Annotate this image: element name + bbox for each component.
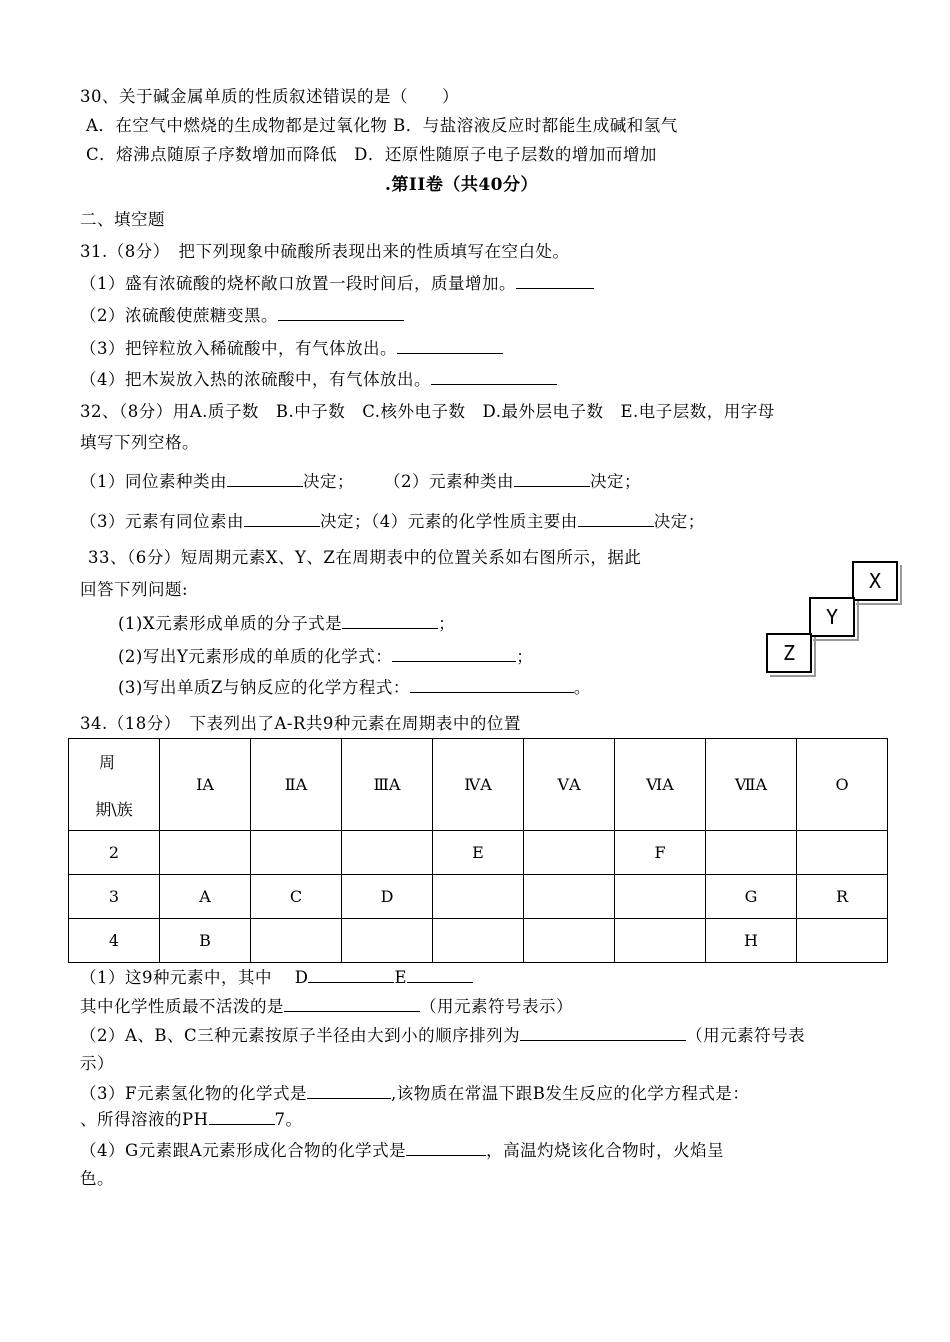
q34-part4-text: （4）G元素跟A元素形成化合物的化学式是 (80, 1141, 407, 1160)
answer-blank[interactable] (392, 647, 516, 662)
group-header: ⅥA (615, 739, 706, 831)
table-cell (797, 919, 888, 963)
q34-part3-seven: 7。 (274, 1110, 303, 1129)
group-header: ⅤA (524, 739, 615, 831)
q32-stem-line2: 填写下列空格。 (80, 433, 199, 452)
q32-row-1 (80, 472, 641, 492)
table-cell: E (433, 831, 524, 875)
q33-item-3-text: (3)写出单质Z与钠反应的化学方程式： (118, 678, 410, 697)
q33-semicolon: ； (516, 647, 534, 666)
header-top: 周 (99, 752, 116, 772)
answer-blank[interactable] (516, 274, 594, 289)
q33-stem-line2: 回答下列问题: (80, 580, 189, 599)
period-cell: 3 (69, 875, 160, 919)
q31-item-2 (80, 306, 404, 326)
table-cell (706, 831, 797, 875)
table-cell: R (797, 875, 888, 919)
q32-item-1: （1）同位素种类由 (80, 472, 227, 491)
answer-blank[interactable] (308, 968, 394, 983)
table-row (69, 919, 888, 963)
answer-blank[interactable] (244, 512, 320, 527)
q34-part3 (80, 1084, 749, 1104)
table-cell (524, 875, 615, 919)
q30-stem: 30、关于碱金属单质的性质叙述错误的是（ ） (80, 87, 459, 106)
q31-item-4 (80, 370, 557, 390)
q34-part1-line2 (80, 997, 573, 1017)
header-period-group (69, 739, 160, 831)
answer-blank[interactable] (209, 1110, 275, 1125)
answer-blank[interactable] (342, 614, 438, 629)
q30-options-ab: A．在空气中燃烧的生成物都是过氧化物 B．与盐溶液反应时都能生成碱和氢气 (86, 116, 678, 135)
table-cell (615, 875, 706, 919)
period-cell: 4 (69, 919, 160, 963)
table-row (69, 831, 888, 875)
table-cell: H (706, 919, 797, 963)
table-cell: B (160, 919, 251, 963)
q34-part3-line2 (80, 1110, 303, 1130)
q32-stem-line1: 32、（8分）用A.质子数 B.中子数 C.核外电子数 D.最外层电子数 E.电子层数，用字母 (80, 402, 775, 421)
q33-item-3 (118, 678, 591, 698)
header-bottom: 期\族 (95, 799, 133, 819)
q34-part1-tail: （用元素符号表示） (420, 997, 573, 1016)
q32-decided: 决定； (590, 472, 641, 491)
q31-item-4-text: （4）把木炭放入热的浓硫酸中，有气体放出。 (80, 370, 431, 389)
answer-blank[interactable] (227, 472, 303, 487)
table-cell (615, 919, 706, 963)
q34-part2-text: （2）A、B、C三种元素按原子半径由大到小的顺序排列为 (80, 1026, 521, 1045)
q34-part1-line1 (80, 968, 473, 988)
q34-part1-text: 其中化学性质最不活泼的是 (80, 997, 284, 1016)
element-box-z: Z (766, 633, 812, 673)
answer-blank[interactable] (514, 472, 590, 487)
table-cell (797, 831, 888, 875)
table-cell (160, 831, 251, 875)
element-box-x: X (852, 561, 898, 601)
q33-item-1 (118, 614, 455, 634)
q32-item-4: （4）元素的化学性质主要由 (371, 512, 578, 531)
q34-part2 (80, 1026, 805, 1046)
q34-part2-line2: 示） (80, 1054, 114, 1073)
period-cell: 2 (69, 831, 160, 875)
table-cell (524, 919, 615, 963)
table-cell: A (160, 875, 251, 919)
answer-blank[interactable] (397, 339, 503, 354)
table-cell (524, 831, 615, 875)
q32-decided: 决定； (320, 512, 371, 531)
section-heading: 二、填空题 (80, 210, 165, 229)
table-header-row (69, 739, 888, 831)
q32-row-2 (80, 512, 705, 532)
table-cell: G (706, 875, 797, 919)
element-box-y: Y (809, 597, 855, 637)
q34-part2-tail: （用元素符号表 (686, 1026, 806, 1045)
q33-item-1-text: (1)X元素形成单质的分子式是 (118, 614, 343, 633)
periodic-table (68, 738, 888, 963)
answer-blank[interactable] (278, 306, 404, 321)
answer-blank[interactable] (410, 678, 574, 693)
q33-item-2-text: (2)写出Y元素形成的单质的化学式： (118, 647, 393, 666)
q30-options-cd: C．熔沸点随原子序数增加而降低 D．还原性随原子电子层数的增加而增加 (86, 145, 657, 164)
table-row (69, 875, 888, 919)
answer-blank[interactable] (578, 512, 654, 527)
q31-item-1 (80, 274, 594, 294)
table-cell: F (615, 831, 706, 875)
q31-stem: 31.（8分） 把下列现象中硫酸所表现出来的性质填写在空白处。 (80, 242, 570, 261)
table-cell (251, 831, 342, 875)
q33-stem-line1: 33、（6分）短周期元素X、Y、Z在周期表中的位置关系如右图所示，据此 (88, 548, 642, 567)
group-header: ⅡA (251, 739, 342, 831)
table-cell: C (251, 875, 342, 919)
q33-period: 。 (573, 678, 591, 697)
q34-part3-tail: ,该物质在常温下跟B发生反应的化学方程式是： (390, 1084, 750, 1103)
q34-part4-tail: ，高温灼烧该化合物时，火焰呈 (486, 1141, 725, 1160)
q32-decided: 决定； (653, 512, 705, 531)
group-header: ⅣA (433, 739, 524, 831)
answer-blank[interactable] (406, 1141, 486, 1156)
q31-item-2-text: （2）浓硫酸使蔗糖变黑。 (80, 306, 278, 325)
q34-part1-e: E (394, 968, 408, 987)
table-cell (251, 919, 342, 963)
answer-blank[interactable] (431, 370, 557, 385)
q34-stem: 34.（18分） 下表列出了A-R共9种元素在周期表中的位置 (80, 714, 521, 733)
part2-title: .第II卷（共40分） (385, 175, 538, 195)
table-cell (342, 919, 433, 963)
group-header: ⅢA (342, 739, 433, 831)
q33-semicolon: ； (438, 614, 456, 633)
table-cell: D (342, 875, 433, 919)
q31-item-1-text: （1）盛有浓硫酸的烧杯敞口放置一段时间后，质量增加。 (80, 274, 516, 293)
answer-blank[interactable] (284, 997, 420, 1012)
q34-part3-ph: 、所得溶液的PH (80, 1110, 209, 1129)
table-cell (433, 919, 524, 963)
group-header: ⅠA (160, 739, 251, 831)
q34-part4 (80, 1141, 724, 1161)
q32-decided: 决定； (303, 472, 354, 491)
q32-item-2: （2）元素种类由 (384, 472, 514, 491)
table-cell (433, 875, 524, 919)
q32-item-3: （3）元素有同位素由 (80, 512, 244, 531)
answer-blank[interactable] (407, 968, 473, 983)
q31-item-3 (80, 339, 503, 359)
q34-part3-text: （3）F元素氢化物的化学式是 (80, 1084, 307, 1103)
q33-item-2 (118, 647, 533, 667)
q31-item-3-text: （3）把锌粒放入稀硫酸中，有气体放出。 (80, 339, 397, 358)
group-header: ⅦA (706, 739, 797, 831)
group-header: O (797, 739, 888, 831)
answer-blank[interactable] (307, 1084, 391, 1099)
answer-blank[interactable] (520, 1026, 686, 1041)
table-cell (342, 831, 433, 875)
q34-part4-line2: 色。 (80, 1169, 114, 1188)
q34-part1-d: （1）这9种元素中，其中 D (80, 968, 309, 987)
